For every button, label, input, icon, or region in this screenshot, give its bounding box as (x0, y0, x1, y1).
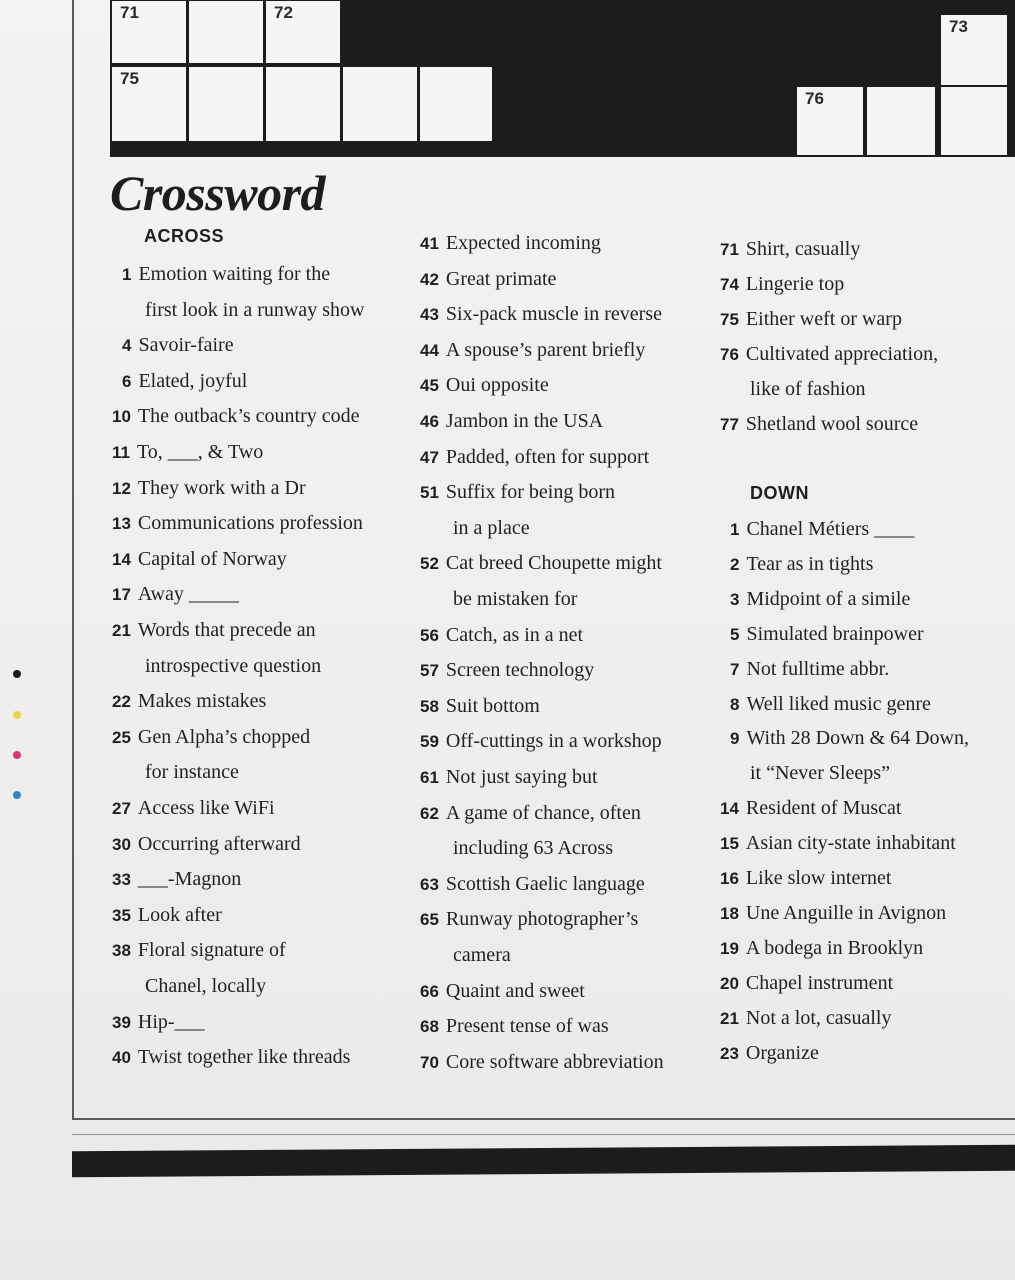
clue-text: Communications profession (137, 512, 363, 535)
clue-number: 1 (730, 520, 740, 539)
clue-number: 21 (112, 621, 131, 640)
clue-item (420, 658, 594, 683)
clue-number: 21 (720, 1008, 739, 1028)
clue-item (720, 901, 946, 926)
clue-text: A bodega in Brooklyn (745, 936, 924, 959)
clue-item (420, 1050, 664, 1075)
clue-text: Resident of Muscat (745, 797, 902, 820)
clue-number: 43 (420, 305, 439, 325)
clue-text: Hip-___ (137, 1010, 205, 1033)
clue-text: Great primate (445, 267, 557, 290)
clue-text: Elated, joyful (138, 369, 248, 392)
clue-item (720, 272, 844, 297)
clue-text: Floral signature of (137, 939, 286, 962)
clue-text: Access like WiFi (137, 797, 275, 819)
clue-text: Runway photographer’s (445, 908, 639, 931)
clue-item (730, 726, 969, 751)
clue-text: Not fulltime abbr. (746, 657, 890, 680)
clue-number: 63 (420, 874, 439, 894)
clue-item (420, 1014, 609, 1039)
clue-item (145, 974, 266, 998)
clue-text: Organize (745, 1041, 819, 1064)
clue-number: 11 (112, 443, 130, 462)
clue-text: for instance (145, 761, 239, 784)
clue-item (420, 623, 583, 648)
clue-item (730, 692, 931, 717)
clue-item (453, 836, 613, 860)
clue-text: Midpoint of a simile (746, 587, 911, 610)
clue-item (420, 907, 638, 932)
clue-text: Core software abbreviation (445, 1050, 664, 1073)
clue-text: Oui opposite (445, 374, 549, 397)
clue-number: 8 (730, 694, 740, 714)
clue-text: Expected incoming (445, 232, 601, 254)
clue-item (420, 302, 662, 327)
clue-item (453, 516, 530, 540)
clue-text: Chanel, locally (145, 975, 267, 997)
clue-item (420, 801, 641, 826)
clue-number: 20 (720, 973, 739, 993)
clue-text: Chapel instrument (745, 971, 894, 994)
page-title: Crossword (110, 165, 326, 221)
clue-item (720, 796, 901, 821)
clue-item (750, 761, 890, 785)
clue-text: first look in a runway show (145, 298, 365, 321)
clue-text: Asian city-state inhabitant (745, 832, 956, 855)
clue-text: Suit bottom (445, 694, 540, 717)
clue-number: 4 (122, 336, 132, 356)
clue-text: Present tense of was (445, 1015, 609, 1038)
print-registration-dot-cyan (13, 791, 21, 799)
clue-item (112, 547, 287, 572)
clue-number: 17 (112, 585, 131, 605)
clue-number: 33 (112, 870, 131, 890)
clue-text: Une Anguille in Avignon (745, 901, 947, 924)
clue-number: 51 (420, 483, 439, 503)
clue-item (122, 262, 330, 287)
print-registration-dot-black (13, 670, 21, 678)
clue-text: including 63 Across (453, 837, 613, 860)
clue-text: Chanel Métiers ____ (746, 518, 915, 540)
clue-item (122, 369, 247, 394)
clue-number: 74 (720, 275, 739, 294)
bottom-black-bar (72, 1145, 1015, 1178)
clue-item (112, 1045, 350, 1070)
clue-text: Savoir-faire (138, 334, 234, 357)
clue-item (730, 657, 889, 682)
clue-item (453, 587, 577, 611)
clue-text: Off-cuttings in a workshop (445, 730, 662, 753)
clue-text: ___-Magnon (137, 868, 242, 891)
clue-number: 45 (420, 376, 439, 396)
clue-item (145, 654, 321, 678)
clue-number: 12 (112, 478, 131, 498)
clue-number: 30 (112, 834, 131, 854)
clue-number: 35 (112, 905, 131, 925)
clue-item (420, 338, 645, 363)
clue-item (720, 412, 918, 437)
clue-text: Look after (137, 903, 222, 926)
clue-text: in a place (453, 516, 530, 539)
clue-item (112, 440, 263, 465)
clue-item (112, 867, 241, 892)
clue-text: Six-pack muscle in reverse (445, 303, 662, 326)
clue-text: Occurring afterward (137, 832, 301, 855)
clue-item (112, 618, 316, 643)
clue-text: Gen Alpha’s chopped (137, 725, 311, 748)
clue-number: 41 (420, 234, 439, 253)
clue-number: 66 (420, 981, 439, 1001)
grid-cell-number: 75 (120, 69, 139, 88)
down-heading: DOWN (750, 483, 809, 503)
clue-item (730, 622, 924, 647)
clue-number: 27 (112, 799, 131, 818)
clue-number: 5 (730, 624, 740, 644)
clue-text: Makes mistakes (137, 690, 267, 713)
clue-text: The outback’s country code (137, 405, 360, 428)
clue-text: Screen technology (445, 659, 595, 682)
clue-item (750, 377, 866, 401)
clue-item (112, 1010, 205, 1035)
clue-text: be mistaken for (453, 588, 578, 610)
clue-item (145, 760, 239, 784)
clue-item (720, 1006, 891, 1031)
clue-item (112, 938, 286, 963)
clue-number: 57 (420, 661, 439, 681)
clue-item (730, 552, 873, 577)
clue-item (730, 587, 910, 612)
clue-number: 71 (720, 240, 739, 259)
clue-text: introspective question (145, 654, 322, 677)
clue-text: Emotion waiting for the (138, 263, 331, 285)
grid-cell-number: 73 (949, 17, 968, 36)
clue-text: Like slow internet (745, 867, 892, 889)
clue-number: 3 (730, 589, 740, 609)
clue-item (420, 445, 649, 470)
clue-number: 62 (420, 803, 439, 823)
clue-item (420, 979, 585, 1004)
clue-text: A game of chance, often (445, 801, 641, 824)
clue-number: 13 (112, 514, 131, 534)
clue-text: Cultivated appreciation, (745, 343, 939, 365)
clue-item (112, 796, 275, 821)
clue-number: 16 (720, 869, 739, 888)
clue-text: it “Never Sleeps” (750, 762, 890, 785)
clue-text: Padded, often for support (445, 445, 650, 468)
clue-item (730, 517, 914, 542)
clue-number: 40 (112, 1048, 131, 1068)
clue-item (420, 480, 615, 505)
clue-number: 75 (720, 310, 739, 329)
clue-text: Suffix for being born (445, 481, 615, 504)
clue-number: 47 (420, 447, 439, 467)
clue-text: Twist together like threads (137, 1046, 351, 1069)
clue-item (420, 267, 556, 292)
clue-text: With 28 Down & 64 Down, (746, 727, 969, 750)
clue-number: 9 (730, 729, 740, 749)
clue-item (420, 373, 549, 398)
clue-text: A spouse’s parent briefly (445, 338, 646, 361)
clue-number: 6 (122, 371, 132, 391)
clue-number: 59 (420, 732, 439, 752)
clue-text: Scottish Gaelic language (445, 872, 645, 895)
clue-item (720, 866, 891, 891)
clue-text: Not just saying but (445, 766, 598, 788)
clue-item (420, 231, 601, 256)
clue-text: Not a lot, casually (745, 1006, 892, 1029)
clue-item (112, 511, 363, 536)
clue-item (720, 936, 923, 961)
clue-number: 19 (720, 938, 739, 958)
clue-text: Shirt, casually (745, 238, 861, 260)
clue-item (112, 725, 310, 750)
clue-item (112, 689, 266, 714)
clue-text: camera (453, 944, 511, 966)
clue-text: Jambon in the USA (445, 410, 604, 432)
clue-number: 70 (420, 1052, 439, 1072)
clue-text: Cat breed Choupette might (445, 552, 662, 575)
clue-text: They work with a Dr (137, 476, 306, 499)
clue-item (112, 476, 306, 501)
grid-cell-number: 71 (120, 3, 139, 22)
clue-number: 7 (730, 659, 740, 679)
clue-number: 22 (112, 692, 131, 712)
print-registration-dot-magenta (13, 751, 21, 759)
clue-text: To, ___, & Two (136, 441, 264, 463)
clue-text: Shetland wool source (745, 413, 919, 435)
clue-number: 39 (112, 1012, 131, 1032)
clue-number: 42 (420, 269, 439, 289)
divider-rule (72, 1134, 1015, 1135)
clue-text: Quaint and sweet (445, 979, 585, 1002)
grid-cell-number: 76 (805, 89, 824, 108)
clue-text: Capital of Norway (137, 547, 287, 570)
clue-text: Lingerie top (745, 273, 845, 295)
clue-number: 61 (420, 768, 439, 787)
clue-number: 25 (112, 727, 131, 747)
across-heading: ACROSS (144, 226, 225, 246)
clue-item (420, 694, 540, 719)
clue-number: 38 (112, 941, 131, 961)
clue-item (122, 333, 234, 358)
clue-text: like of fashion (750, 378, 866, 400)
clue-item (420, 409, 603, 434)
clue-number: 23 (720, 1043, 739, 1063)
clue-text: Tear as in tights (746, 552, 874, 575)
clue-number: 14 (720, 799, 739, 819)
clue-number: 18 (720, 903, 739, 923)
clue-number: 77 (720, 415, 739, 434)
clue-item (720, 1041, 819, 1066)
clue-number: 76 (720, 345, 739, 364)
clue-number: 46 (420, 412, 439, 431)
clue-item (112, 404, 360, 429)
grid-cell-number: 72 (274, 3, 293, 22)
clue-number: 14 (112, 549, 131, 569)
clue-number: 1 (122, 265, 132, 284)
clue-item (112, 582, 239, 607)
clue-text: Either weft or warp (745, 308, 902, 330)
clue-item (720, 971, 893, 996)
clue-text: Simulated brainpower (746, 622, 924, 645)
clue-number: 58 (420, 696, 439, 716)
clue-item (420, 729, 662, 754)
clue-item (112, 832, 301, 857)
clue-item (420, 872, 645, 897)
clue-item (145, 298, 364, 322)
clue-number: 68 (420, 1017, 439, 1037)
clue-number: 65 (420, 910, 439, 930)
clue-text: Words that precede an (137, 619, 316, 641)
clue-item (720, 237, 860, 262)
clue-number: 56 (420, 625, 439, 645)
clue-item (420, 765, 598, 790)
clue-number: 15 (720, 834, 739, 854)
clue-number: 2 (730, 554, 740, 574)
clue-text: Catch, as in a net (445, 623, 584, 646)
clue-number: 10 (112, 407, 131, 427)
clue-item (720, 342, 938, 367)
clue-item (453, 943, 511, 967)
print-registration-dot-yellow (13, 711, 21, 719)
clue-text: Well liked music genre (746, 692, 931, 715)
clue-item (720, 831, 956, 856)
clue-number: 44 (420, 340, 439, 360)
clue-item (720, 307, 902, 332)
clue-text: Away _____ (137, 583, 239, 606)
clue-item (112, 903, 222, 928)
clue-item (420, 551, 662, 576)
clue-number: 52 (420, 554, 439, 574)
